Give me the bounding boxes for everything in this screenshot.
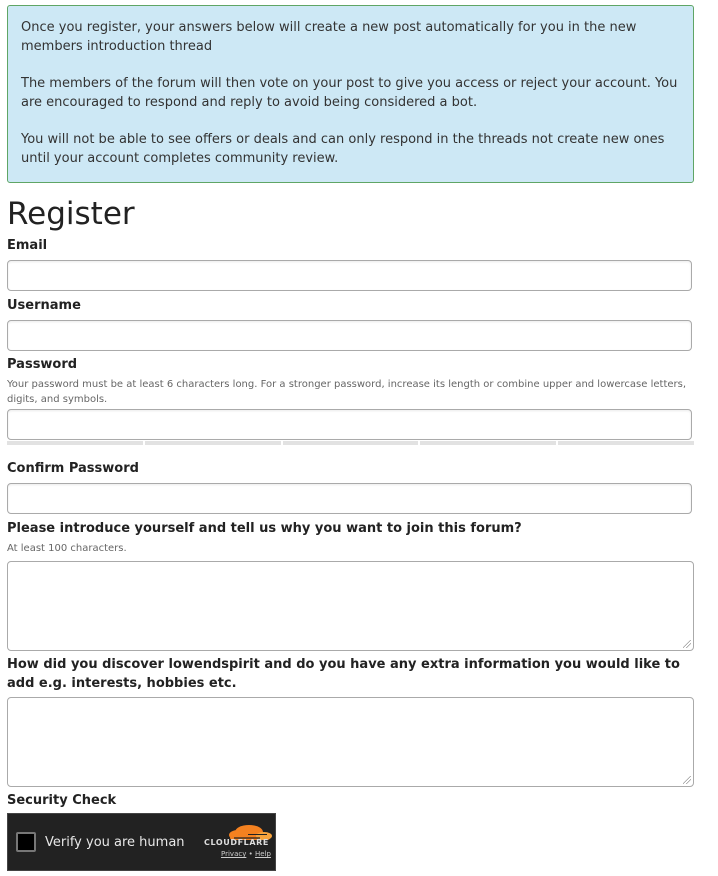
notice-paragraph-restrictions: You will not be able to see offers or deals and can only respond in the threads not create new ones until your account completes community review.: [21, 132, 665, 166]
introduction-hint: At least 100 characters.: [7, 543, 127, 554]
confirm-password-label: Confirm Password: [7, 461, 139, 476]
username-field[interactable]: [7, 320, 692, 351]
strength-segment: [558, 441, 694, 445]
verify-label: Verify you are human: [45, 835, 185, 850]
username-label: Username: [7, 298, 81, 313]
cloudflare-links: [221, 850, 271, 858]
password-hint: Your password must be at least 6 characters long. For a stronger password, increase its length or combine upper and lowercase letters, digits, and symbols.: [7, 379, 687, 405]
verify-checkbox[interactable]: [16, 832, 36, 852]
help-link[interactable]: Help: [254, 850, 271, 858]
email-label: Email: [7, 238, 48, 253]
resize-grip-icon[interactable]: [683, 640, 691, 648]
introduction-textarea[interactable]: [7, 561, 694, 651]
link-separator: •: [248, 850, 253, 858]
notice-paragraph-intro-thread: Once you register, your answers below will create a new post automatically for you in the new members introduction thread: [21, 20, 637, 54]
strength-segment: [283, 441, 419, 445]
discover-textarea[interactable]: [7, 697, 694, 787]
introduction-label: Please introduce yourself and tell us why you want to join this forum?: [7, 521, 522, 536]
password-label: Password: [7, 357, 78, 372]
security-check-label: Security Check: [7, 793, 117, 808]
strength-segment: [7, 441, 143, 445]
strength-segment: [420, 441, 556, 445]
password-field[interactable]: [7, 409, 692, 440]
notice-paragraph-vote: The members of the forum will then vote on your post to give you access or reject your account. You are encouraged to respond and reply to avoid being considered a bot.: [21, 76, 678, 110]
cloudflare-brand: CLOUDFLARE: [204, 838, 269, 847]
resize-grip-icon[interactable]: [683, 776, 691, 784]
confirm-password-field[interactable]: [7, 483, 692, 514]
turnstile-widget: [7, 813, 276, 871]
privacy-link[interactable]: Privacy: [221, 850, 247, 858]
registration-notice: [7, 5, 694, 183]
password-strength-meter: [7, 441, 694, 445]
email-field[interactable]: [7, 260, 692, 291]
page-title: Register: [7, 196, 135, 232]
strength-segment: [145, 441, 281, 445]
discover-label: How did you discover lowendspirit and do you have any extra information you would like to add e.g. interests, hobbies etc.: [7, 657, 680, 691]
